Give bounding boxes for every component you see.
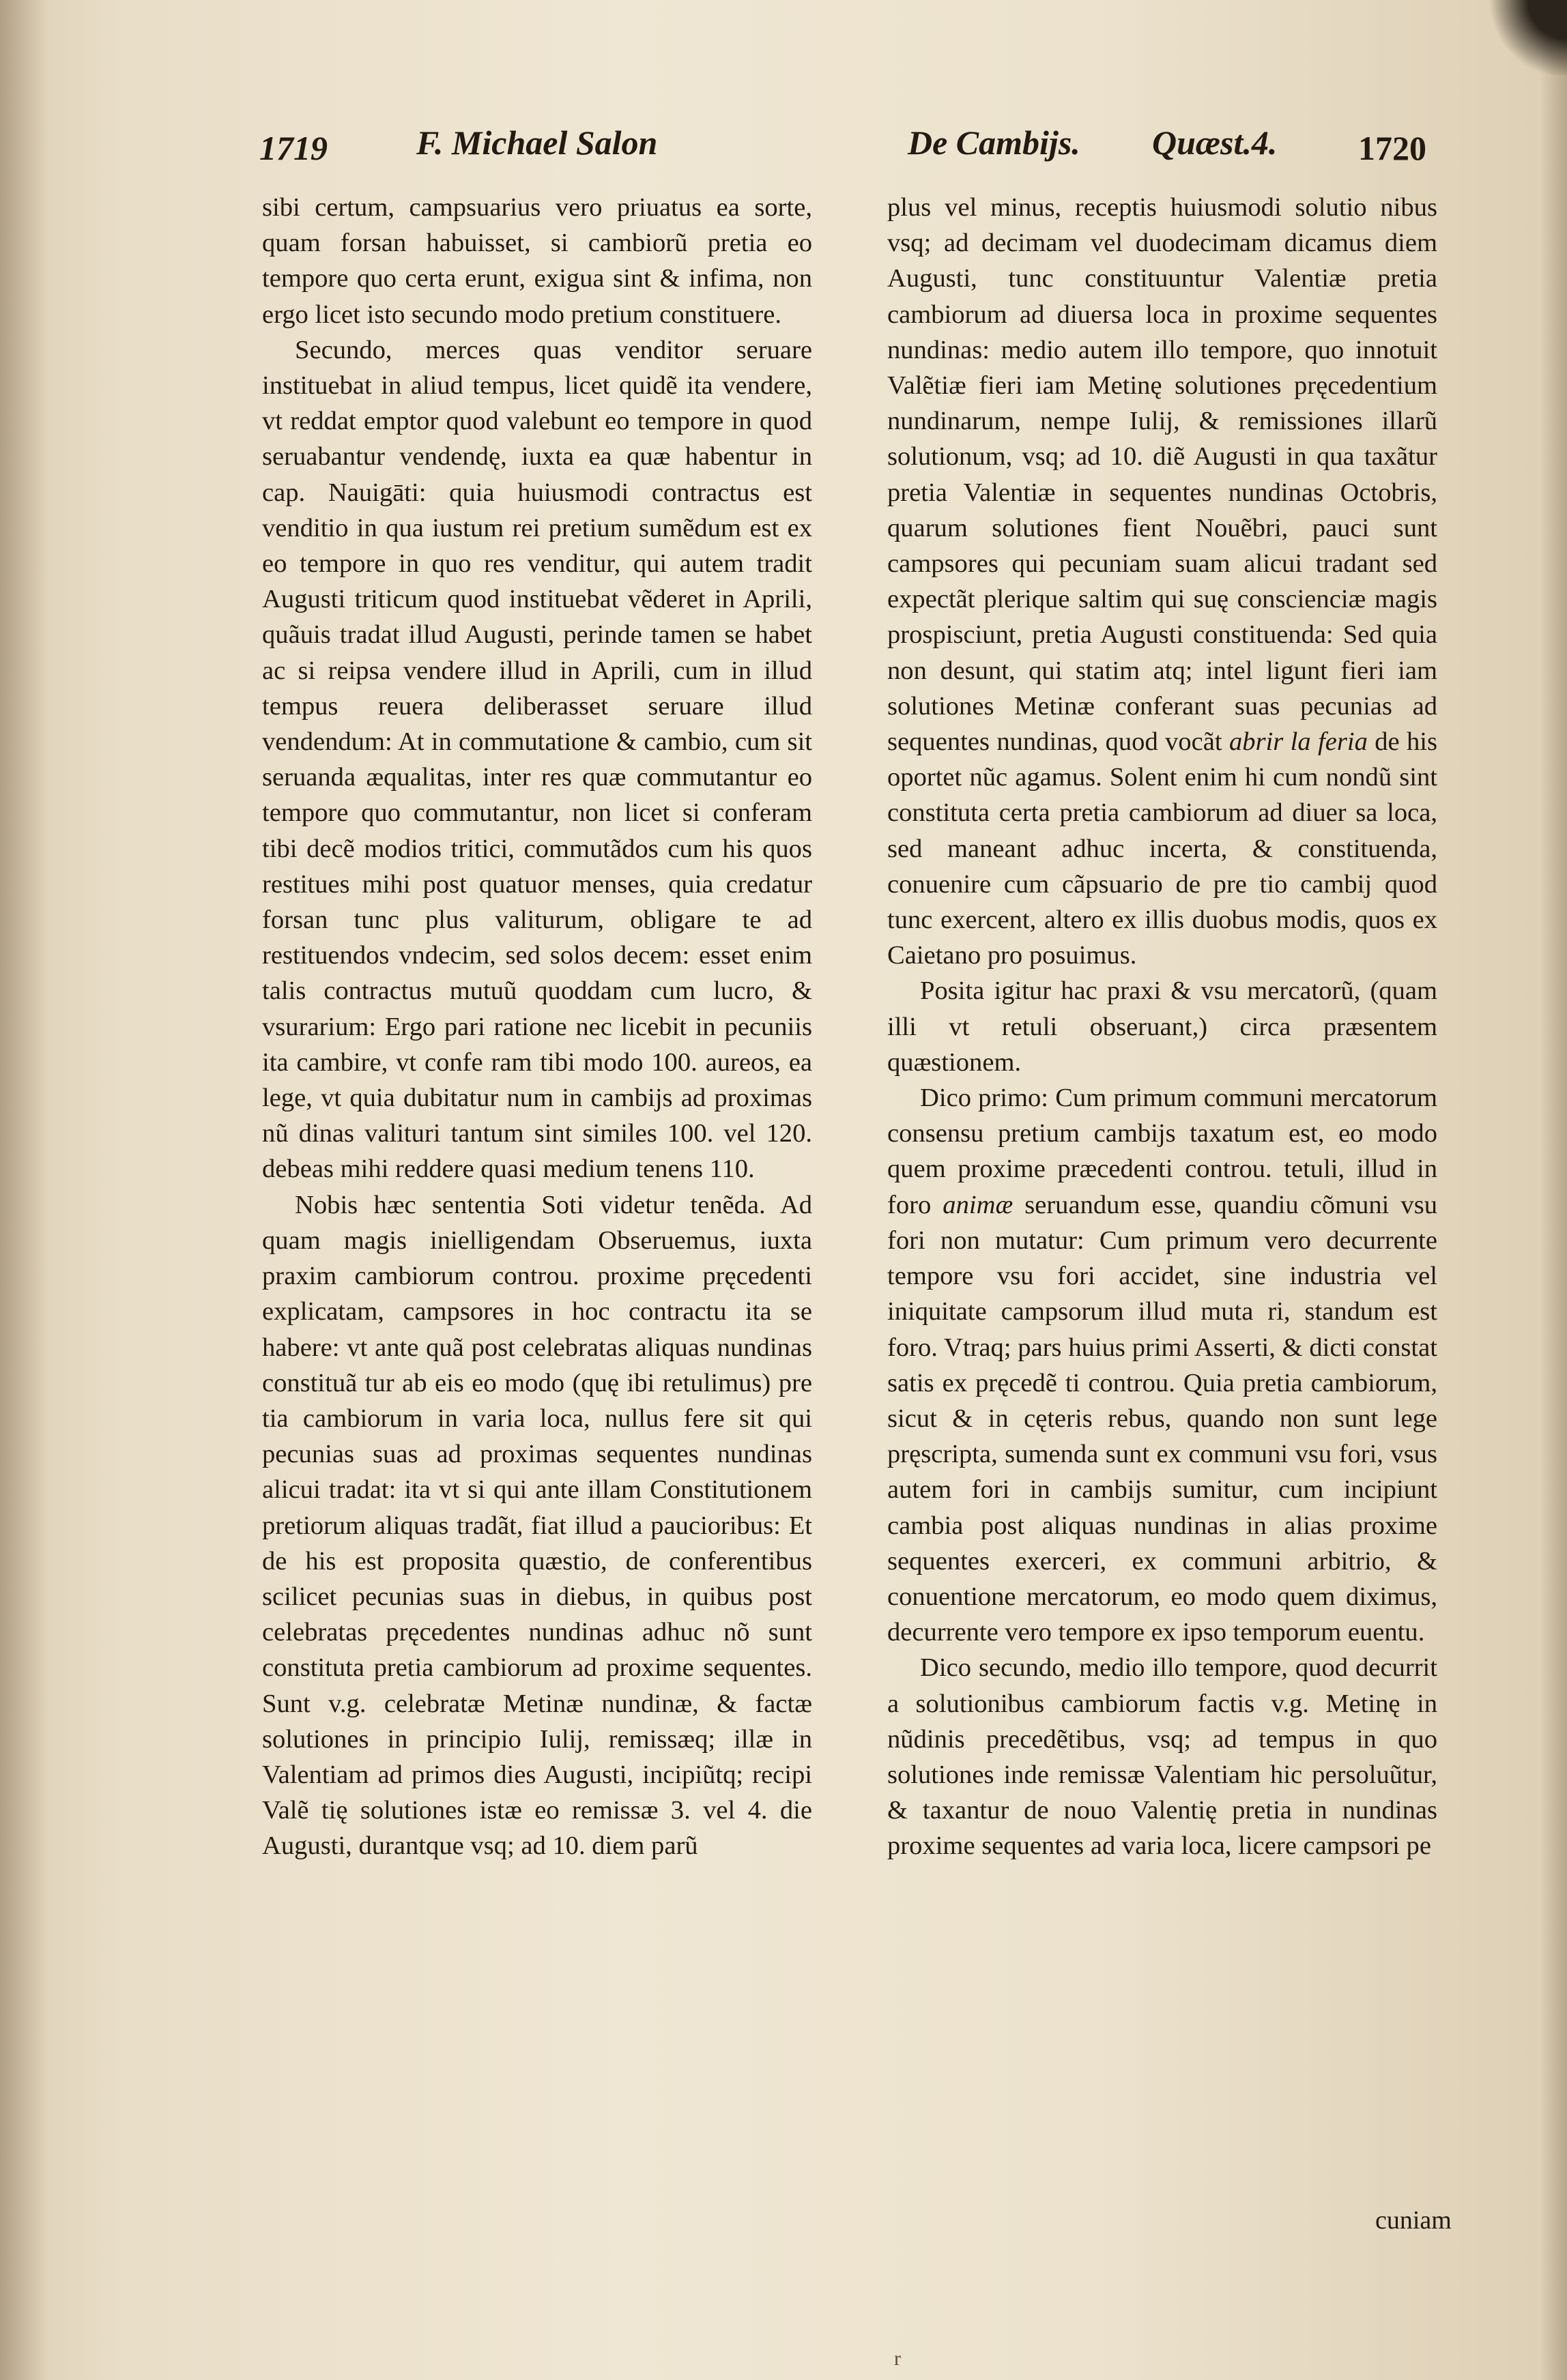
italic-phrase: abrir la feria [1229, 727, 1368, 757]
catchword: cuniam [1375, 2206, 1452, 2235]
right-page-number: 1720 [1358, 129, 1426, 167]
right-text-column [887, 190, 1437, 1864]
text-run: de his oportet nũc agamus. Solent enim hi cum nondũ sint constituta certa pretia cambiorum ad diuer sa loca, sed maneant adhuc incerta, & constituenda, conuenire cum cãpsuario de pre tio cambij quod tunc exercent, altero ex illis duobus modis, quos ex Caietano pro posuimus. [887, 727, 1437, 970]
page-edge-shadow [1540, 0, 1567, 2380]
text-run: seruandum esse, quandiu cõmuni vsu fori non mutatur: Cum primum vero decurrente tempore vsu fori accidet, sine industria vel iniquitate campsorum illud muta ri, standum est foro. Vtraq; pars huius primi Asserti, & dicti constat satis ex pręcedẽ ti controu. Quia pretia cambiorum, sicut & in cęteris rebus, quando non sunt lege pręscripta, sumenda sunt ex communi vsu fori, vsus autem fori in cambijs sumitur, cum incipiunt cambia post aliquas nundinas in alias proxime sequentes exerceri, ex communi arbitrio, & conuentione mercatorum, eo modo quem diximus, decurrente vero tempore ex ipso temporum euentu. [887, 1190, 1437, 1647]
paragraph [887, 1080, 1437, 1650]
right-running-title: De Cambijs. [908, 124, 1080, 162]
spine-shadow [0, 0, 48, 2380]
paragraph: Dico secundo, medio illo tempore, quod decurrit a solutionibus cambiorum factis v.g. Metinę in nũdinis precedẽtibus, vsq; ad tempus in quo solutiones inde remissæ Valentiam hic persoluũtur, & taxantur de nouo Valentię pretia in nundinas proxime sequentes ad varia loca, licere campsori pe [887, 1653, 1437, 1861]
left-text-column [262, 190, 812, 1864]
paragraph: Nobis hæc sententia Soti videtur tenẽda. Ad quam magis inielligendam Obseruemus, iuxta praxim cambiorum controu. proxime pręcedenti explicatam, campsores in hoc contractu ita se habere: vt ante quã post celebratas aliquas nundinas constituã tur ab eis eo modo (quę ibi retulimus) pre tia cambiorum in varia loca, nullus fere sit qui pecunias suas ad proximas sequentes nundinas alicui tradat: ita vt si qui ante illam Constitutionem pretiorum aliquas tradãt, fiat illud a paucioribus: Et de his est proposita quæstio, de conferentibus scilicet pecunias suas in diebus, in quibus post celebratas pręcedentes nundinas adhuc nõ sunt constituta pretia cambiorum ad proxime sequentes. Sunt v.g. celebratæ Metinæ nundinæ, & factæ solutiones in principio Iulij, remissæq; illæ in Valentiam ad primos dies Augusti, incipiũtq; recipi Valẽ tię solutiones istæ eo remissæ 3. vel 4. die Augusti, durantque vsq; ad 10. diem parũ [262, 1190, 812, 1861]
quaestio-label: Quæst.4. [1152, 124, 1278, 162]
paragraph: Secundo, merces quas venditor seruare instituebat in aliud tempus, licet quidẽ ita vendere, vt reddat emptor quod valebunt eo tempore in quod seruabantur vendendę, iuxta ea quæ habentur in cap. Nauigāti: quia huiusmodi contractus est venditio in qua iustum rei pretium sumẽdum est ex eo tempore in quo res venditur, qui autem tradit Augusti triticum quod instituebat vẽderet in Aprili, quãuis tradat illud Augusti, perinde tamen se habet ac si reipsa vendere illud in Aprili, cum in illud tempus reuera deliberasset seruare illud vendendum: At in commutatione & cambio, cum sit seruanda æqualitas, inter res quæ commutantur eo tempore quo commutantur, non licet si conferam tibi decẽ modios tritici, commutãdos cum his quos restitues mihi post quatuor menses, quia credatur forsan tunc plus valiturum, obligare te ad restituendos vndecim, sed solos decem: esset enim talis contractus mutuũ quoddam cum lucro, & vsurarium: Ergo pari ratione nec licebit in pecuniis ita cambire, vt confe ram tibi modo 100. aureos, ea lege, vt quia dubitatur num in cambijs ad proximas nũ dinas valituri tantum sint similes 100. vel 120. debeas mihi reddere quasi medium tenens 110. [262, 335, 812, 1184]
paragraph [887, 190, 1437, 973]
binding-corner [1485, 0, 1567, 75]
left-page-number: 1719 [259, 129, 328, 167]
text-run: plus vel minus, receptis huiusmodi solutio nibus vsq; ad decimam vel duodecimam dicamus diem Augusti, tunc constituuntur Valentiæ pretia cambiorum ad diuersa loca in proxime sequentes nundinas: medio autem illo tempore, quo innotuit Valẽtiæ fieri iam Metinę solutiones pręcedentium nundinarum, nempe Iulij, & remissiones illarũ solutionum, vsq; ad 10. diẽ Augusti in qua taxãtur pretia Valentiæ in sequentes nundinas Octobris, quarum solutiones fient Nouẽbri, pauci sunt campsores qui pecuniam suam alicui tradant sed expectãt plerique saltim qui suę conscienciæ magis prospisciunt, pretia Augusti constituenda: Sed quia non desunt, qui statim atq; intel ligunt fieri iam solutiones Metinæ conferant suas pecunias ad sequentes nundinas, quod vocãt [887, 193, 1437, 757]
italic-phrase: animæ [943, 1190, 1013, 1219]
paragraph: Posita igitur hac praxi & vsu mercatorũ, (quam illi vt retuli obseruant,) circa præsentem quæstionem. [887, 976, 1437, 1077]
running-head [0, 123, 1567, 177]
footer-mark: r [894, 2347, 901, 2370]
text-run: Dico primo: Cum primum communi mercatorum consensu pretium cambijs taxatum est, eo modo quem proxime præcedenti controu. tetuli, illud in foro [887, 1084, 1437, 1219]
left-running-title: F. Michael Salon [416, 124, 658, 162]
paragraph: sibi certum, campsuarius vero priuatus ea sorte, quam forsan habuisset, si cambiorũ pretia eo tempore quo certa erunt, exigua sint & infima, non ergo licet isto secundo modo pretium constituere. [262, 193, 812, 329]
